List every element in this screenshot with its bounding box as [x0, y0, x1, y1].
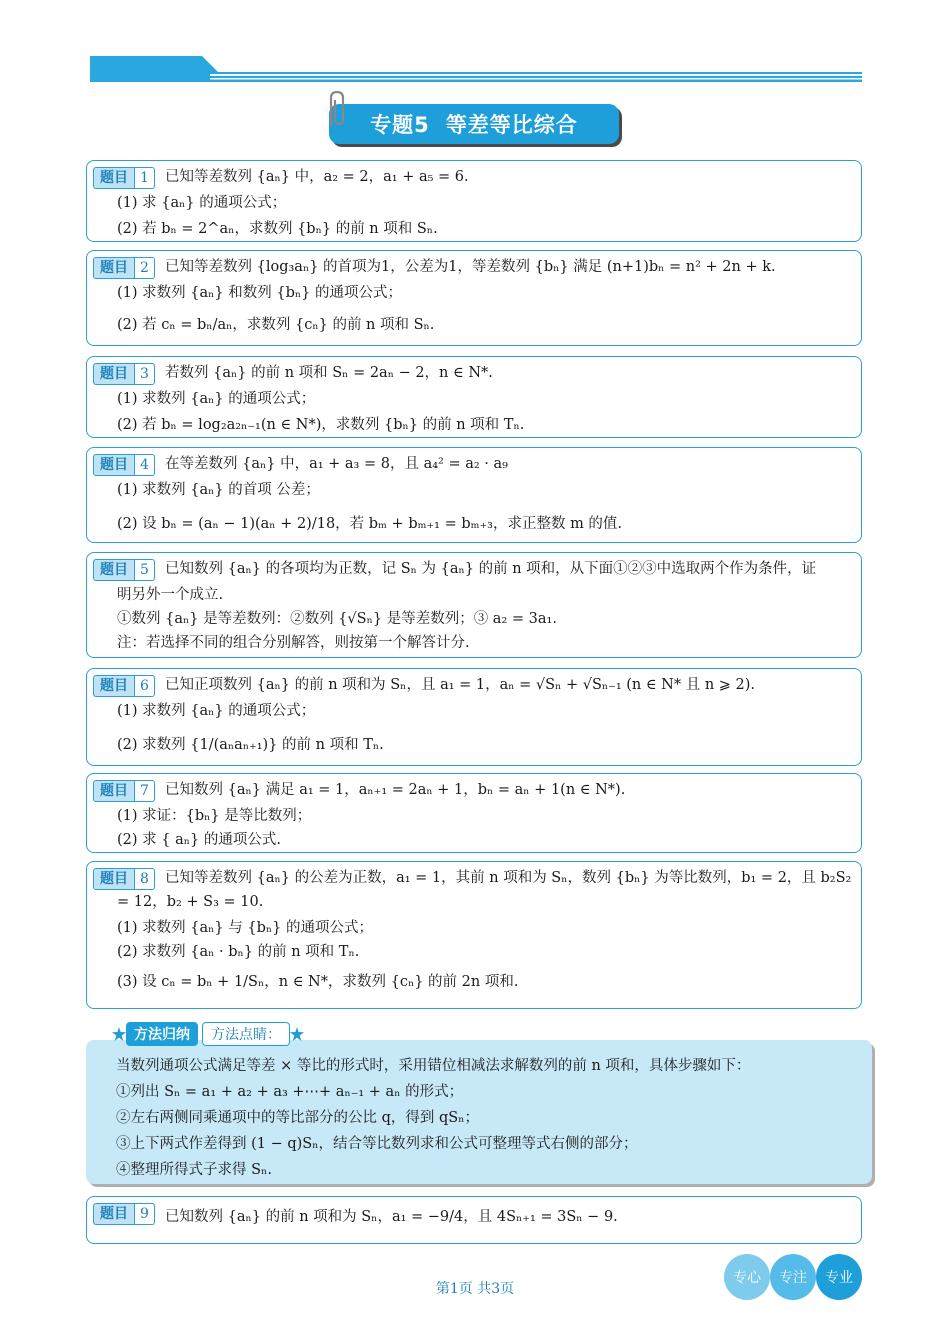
question-box: [86, 250, 862, 346]
method-summary-box: [86, 1040, 872, 1184]
question-line: 已知等差数列 {aₙ} 的公差为正数，a₁ = 1，其前 n 项和为 Sₙ，数列 {bₙ} 为等比数列，b₁ = 2，且 b₂S₂: [165, 870, 852, 886]
question-line: 已知数列 {aₙ} 满足 a₁ = 1，aₙ₊₁ = 2aₙ + 1，bₙ = aₙ + 1(n ∈ N*).: [165, 782, 626, 798]
question-line: (1) 求数列 {aₙ} 和数列 {bₙ} 的通项公式；: [117, 285, 402, 301]
question-line: (1) 求数列 {aₙ} 的首项 公差；: [117, 482, 320, 498]
method-line: ④整理所得式子求得 Sₙ.: [116, 1162, 272, 1178]
question-line: (2) 求数列 {aₙ · bₙ} 的前 n 项和 Tₙ.: [117, 944, 360, 960]
question-line: (3) 设 cₙ = bₙ + 1/Sₙ，n ∈ N*，求数列 {cₙ} 的前 2n 项和.: [117, 974, 519, 990]
question-number: 3: [135, 363, 155, 385]
question-line: 注：若选择不同的组合分别解答，则按第一个解答计分.: [117, 635, 470, 651]
question-line: (1) 求数列 {aₙ} 的通项公式；: [117, 703, 316, 719]
title-main: 等差等比综合: [445, 113, 578, 137]
question-line: = 12，b₂ + S₃ = 10.: [117, 894, 264, 910]
question-number: 9: [135, 1203, 155, 1225]
question-number: 6: [135, 675, 155, 697]
star-icon: [290, 1027, 304, 1041]
page-title: [329, 104, 619, 144]
title-prefix: 专题5: [370, 113, 430, 137]
question-number: 8: [135, 868, 155, 890]
question-header: [93, 257, 155, 279]
question-tag: 题目: [93, 868, 135, 890]
question-box: [86, 447, 862, 543]
badge-group: [724, 1254, 864, 1302]
question-box: [86, 1196, 862, 1244]
question-header: [93, 780, 155, 802]
question-number: 7: [135, 780, 155, 802]
badge-focus: 专注: [770, 1254, 816, 1300]
question-header: [93, 363, 155, 385]
question-header: [93, 167, 155, 189]
question-box: [86, 861, 862, 1009]
star-icon: [112, 1027, 126, 1041]
badge-professional: 专业: [816, 1254, 862, 1300]
question-number: 2: [135, 257, 155, 279]
method-line: ③上下两式作差得到 (1 − q)Sₙ，结合等比数列求和公式可整理等式右侧的部分；: [116, 1136, 638, 1152]
method-tag-sub: 方法点睛：: [202, 1022, 290, 1046]
method-line: 当数列通项公式满足等差 × 等比的形式时，采用错位相减法求解数列的前 n 项和，具体步骤如下：: [116, 1058, 751, 1074]
method-line: ①列出 Sₙ = a₁ + a₂ + a₃ +⋯+ aₙ₋₁ + aₙ 的形式；: [116, 1084, 464, 1100]
question-number: 5: [135, 559, 155, 581]
question-line: 已知等差数列 {aₙ} 中，a₂ = 2，a₁ + a₅ = 6.: [165, 169, 469, 185]
question-tag: 题目: [93, 675, 135, 697]
question-line: 若数列 {aₙ} 的前 n 项和 Sₙ = 2aₙ − 2，n ∈ N*.: [165, 365, 493, 381]
question-line: 已知等差数列 {log₃aₙ} 的首项为1，公差为1，等差数列 {bₙ} 满足 (n+1)bₙ = n² + 2n + k.: [165, 259, 776, 275]
question-line: (2) 若 cₙ = bₙ/aₙ，求数列 {cₙ} 的前 n 项和 Sₙ.: [117, 317, 435, 333]
question-line: 已知数列 {aₙ} 的各项均为正数，记 Sₙ 为 {aₙ} 的前 n 项和，从下面①②③中选取两个作为条件，证: [165, 561, 817, 577]
question-box: [86, 160, 862, 242]
badge-focus-heart: 专心: [724, 1254, 770, 1300]
question-header: [93, 675, 155, 697]
question-line: (1) 求 {aₙ} 的通项公式；: [117, 195, 287, 211]
question-line: (1) 求证：{bₙ} 是等比数列；: [117, 808, 312, 824]
question-line: 在等差数列 {aₙ} 中，a₁ + a₃ = 8，且 a₄² = a₂ · a₉: [165, 456, 508, 472]
page-number: 第1页 共3页: [435, 1281, 515, 1297]
question-line: (2) 若 bₙ = 2^aₙ，求数列 {bₙ} 的前 n 项和 Sₙ.: [117, 221, 438, 237]
question-box: [86, 356, 862, 438]
question-tag: 题目: [93, 454, 135, 476]
question-header: [93, 559, 155, 581]
question-line: (2) 求 { aₙ} 的通项公式.: [117, 832, 281, 848]
method-tag-label: 方法归纳: [126, 1022, 198, 1046]
question-tag: 题目: [93, 559, 135, 581]
question-header: [93, 454, 155, 476]
question-line: (1) 求数列 {aₙ} 的通项公式；: [117, 391, 316, 407]
question-header: [93, 868, 155, 890]
question-line: (1) 求数列 {aₙ} 与 {bₙ} 的通项公式；: [117, 920, 373, 936]
question-tag: 题目: [93, 257, 135, 279]
question-tag: 题目: [93, 780, 135, 802]
question-line: (2) 若 bₙ = log₂a₂ₙ₋₁(n ∈ N*)，求数列 {bₙ} 的前 n 项和 Tₙ.: [117, 417, 525, 433]
question-line: 已知正项数列 {aₙ} 的前 n 项和为 Sₙ，且 a₁ = 1，aₙ = √Sₙ + √Sₙ₋₁ (n ∈ N* 且 n ⩾ 2).: [165, 677, 756, 693]
question-tag: 题目: [93, 363, 135, 385]
question-line: (2) 设 bₙ = (aₙ − 1)(aₙ + 2)/18，若 bₘ + bₘ₊₁ = bₘ₊₃，求正整数 m 的值.: [117, 516, 623, 532]
question-tag: 题目: [93, 167, 135, 189]
question-box: [86, 773, 862, 853]
question-line: ①数列 {aₙ} 是等差数列：②数列 {√Sₙ} 是等差数列；③ a₂ = 3a₁.: [117, 611, 557, 627]
question-tag: 题目: [93, 1203, 135, 1225]
question-line: (2) 求数列 {1/(aₙaₙ₊₁)} 的前 n 项和 Tₙ.: [117, 737, 384, 753]
question-line: 已知数列 {aₙ} 的前 n 项和为 Sₙ，a₁ = −9/4，且 4Sₙ₊₁ = 3Sₙ − 9.: [165, 1209, 618, 1225]
method-line: ②左右两侧同乘通项中的等比部分的公比 q，得到 qSₙ；: [116, 1110, 479, 1126]
question-box: [86, 552, 862, 658]
question-number: 1: [135, 167, 155, 189]
question-box: [86, 668, 862, 766]
title-banner: [329, 104, 623, 148]
question-line: 明另外一个成立.: [117, 587, 224, 603]
paperclip-icon: [323, 90, 351, 130]
question-header: [93, 1203, 155, 1225]
method-tag: [112, 1022, 304, 1046]
header-band: [90, 54, 862, 82]
question-number: 4: [135, 454, 155, 476]
